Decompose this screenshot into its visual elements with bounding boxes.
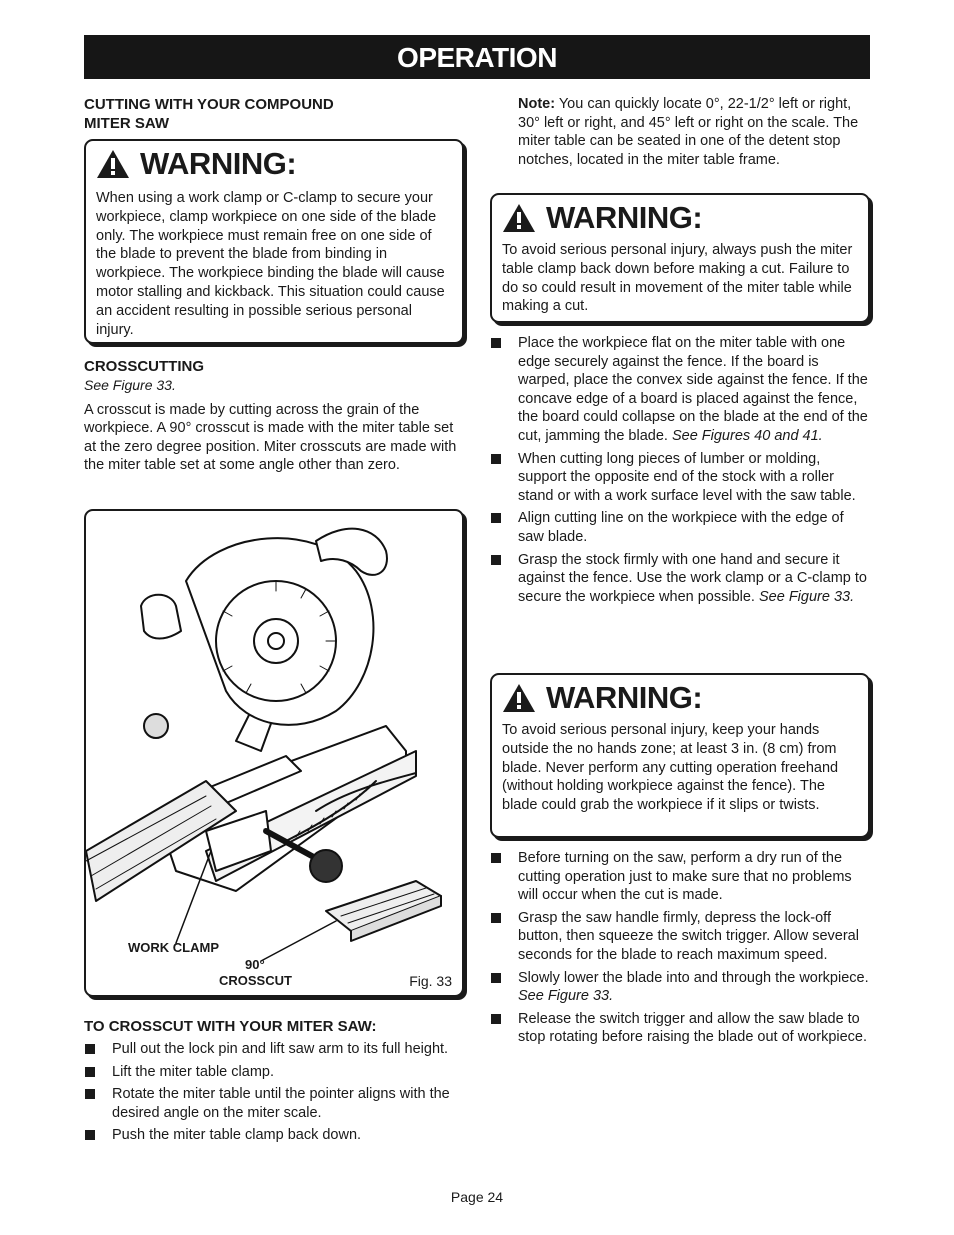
square-bullet-icon [85,1089,95,1099]
square-bullet-icon [85,1130,95,1140]
procedure-title: TO CROSSCUT WITH YOUR MITER SAW: [84,1018,377,1035]
warning-text: To avoid serious personal injury, keep your hands outside the no hands zone; at least 3 in. (8 cm) from blade. Never perform any cutting operation freehand (without holding workpiece against the fence). The blade could grab the workpiece if it slips or twists. [502,722,839,814]
warning-triangle-icon [502,683,536,713]
cutting-steps-list [490,849,870,1047]
list-item: Pull out the lock pin and lift saw arm to its full height. [84,1040,464,1059]
list-item: Place the workpiece flat on the miter table with one edge securely against the fence. If the board is warped, place the convex side against the fence. If the concave edge of a board is placed against the fence, the board could collapse on the blade at the end of the cut, jamming the blade. See Figures 40 and 41. [490,334,870,446]
procedure-list [84,1040,464,1145]
square-bullet-icon [491,338,501,348]
square-bullet-icon [491,853,501,863]
label-work-clamp: WORK CLAMP [128,940,219,955]
square-bullet-icon [491,913,501,923]
list-item: Before turning on the saw, perform a dry run of the cutting operation just to make sure that no problems will occur when the cut is made. [490,849,870,905]
list-item: When cutting long pieces of lumber or molding, support the opposite end of the stock with a roller stand or with a work surface level with the saw table. [490,450,870,506]
warning-box-clamp [84,139,464,344]
square-bullet-icon [491,513,501,523]
warning-heading [96,147,452,181]
page-header: OPERATION [84,35,870,79]
warning-heading [502,681,858,715]
section-title-line2: MITER SAW [84,115,169,132]
list-item: Grasp the saw handle firmly, depress the lock-off button, then squeeze the switch trigger. Allow several seconds for the blade to reach maximum speed. [490,909,870,965]
warning-triangle-icon [96,149,130,179]
warning-box-clamp-down [490,193,870,323]
figure-33 [84,509,464,997]
list-item: Align cutting line on the workpiece with the edge of saw blade. [490,509,870,546]
list-item: Slowly lower the blade into and through the workpiece. See Figure 33. [490,969,870,1006]
list-item: Rotate the miter table until the pointer aligns with the desired angle on the miter scale. [84,1085,464,1122]
warning-heading [502,201,858,235]
square-bullet-icon [491,555,501,565]
page-number: Page 24 [450,1189,504,1205]
warning-box-no-hands [490,673,870,838]
procedure-section [84,1017,464,1145]
square-bullet-icon [491,454,501,464]
list-item: Release the switch trigger and allow the saw blade to stop rotating before raising the blade out of workpiece. [490,1010,870,1047]
square-bullet-icon [491,973,501,983]
warning-triangle-icon [502,203,536,233]
warning-text: To avoid serious personal injury, always push the miter table clamp back down before making a cut. Failure to do so could result in movement of the miter table while making a cut. [502,242,853,315]
warning-title: WARNING: [546,680,703,715]
warning-text: When using a work clamp or C-clamp to secure your workpiece, clamp workpiece on one side of the blade only. The workpiece must remain free on one side of the blade to prevent the blade from binding in workpiece. The workpiece binding the blade will cause motor stalling and kickback. This situation could cause an accident resulting in possible serious personal injury. [96,190,445,338]
list-item: Lift the miter table clamp. [84,1063,464,1082]
label-90-degree: 90° [245,957,265,972]
list-item: Grasp the stock firmly with one hand and secure it against the fence. Use the work clamp or a C-clamp to secure the workpiece when possible. See Figure 33. [490,551,870,607]
figure-caption: Fig. 33 [409,973,452,989]
section-title-line1: CUTTING WITH YOUR COMPOUND [84,96,334,113]
note-paragraph [518,95,870,169]
crosscutting-text: A crosscut is made by cutting across the grain of the workpiece. A 90° crosscut is made with the miter table set at the zero degree position. Miter crosscuts are made with the miter table set at some angle other than zero. [84,401,457,474]
note-label: Note: [518,96,556,112]
miter-saw-illustration [86,511,462,995]
section-heading [84,95,464,133]
crosscutting-section [84,357,464,475]
list-item: Push the miter table clamp back down. [84,1126,464,1145]
warning-title: WARNING: [140,146,297,181]
square-bullet-icon [85,1044,95,1054]
crosscutting-figure-ref: See Figure 33. [84,377,176,393]
square-bullet-icon [491,1014,501,1024]
crosscutting-title: CROSSCUTTING [84,358,204,375]
warning-title: WARNING: [546,200,703,235]
note-text: You can quickly locate 0°, 22-1/2° left or right, 30° left or right, and 45° left or right on the scale. The miter table can be seated in one of the detent stop notches, located in the miter table frame. [518,96,859,168]
label-crosscut: CROSSCUT [219,973,292,988]
workpiece-steps-list [490,334,870,606]
square-bullet-icon [85,1067,95,1077]
